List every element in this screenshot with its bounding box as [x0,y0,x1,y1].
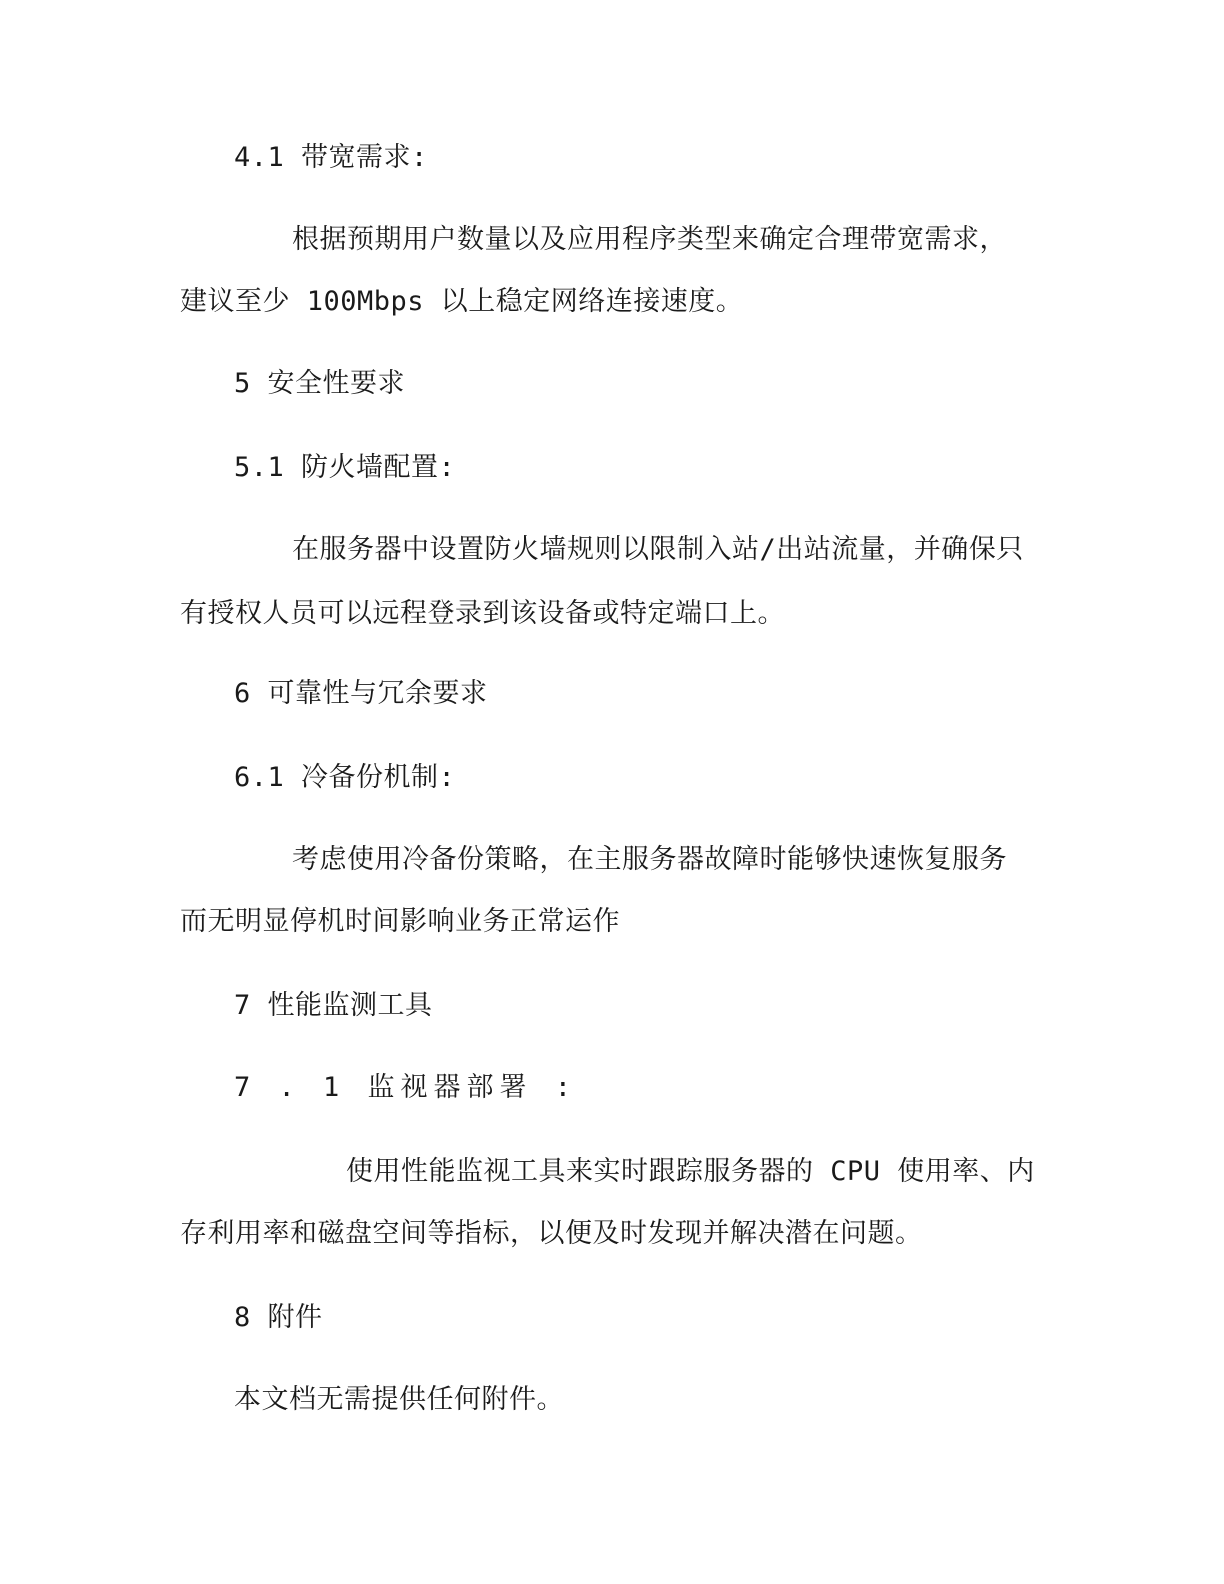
section-5-1-paragraph-line-1: 在服务器中设置防火墙规则以限制入站/出站流量，并确保只 [292,534,1024,565]
section-5-heading: 5 安全性要求 [234,368,406,399]
section-5-1-paragraph-line-2: 有授权人员可以远程登录到该设备或特定端口上。 [180,598,785,629]
section-4-1-paragraph-line-2: 建议至少 100Mbps 以上稳定网络连接速度。 [180,286,744,317]
section-4-1-heading: 4.1 带宽需求: [234,142,428,173]
section-6-1-paragraph-line-2: 而无明显停机时间影响业务正常运作 [180,906,620,937]
section-7-1-heading: 7 . 1 监视器部署 : [234,1072,578,1103]
section-7-1-paragraph-line-2: 存利用率和磁盘空间等指标，以便及时发现并解决潜在问题。 [180,1218,923,1249]
section-4-1-paragraph-line-1: 根据预期用户数量以及应用程序类型来确定合理带宽需求， [292,224,1007,255]
section-7-1-paragraph-line-1: 使用性能监视工具来实时跟踪服务器的 CPU 使用率、内 [346,1156,1035,1187]
section-6-1-heading: 6.1 冷备份机制: [234,762,456,793]
section-6-1-paragraph-line-1: 考虑使用冷备份策略，在主服务器故障时能够快速恢复服务 [292,844,1007,875]
section-7-heading: 7 性能监测工具 [234,990,433,1021]
section-8-paragraph: 本文档无需提供任何附件。 [234,1384,564,1415]
section-8-heading: 8 附件 [234,1302,323,1333]
section-6-heading: 6 可靠性与冗余要求 [234,678,488,709]
section-5-1-heading: 5.1 防火墙配置: [234,452,456,483]
